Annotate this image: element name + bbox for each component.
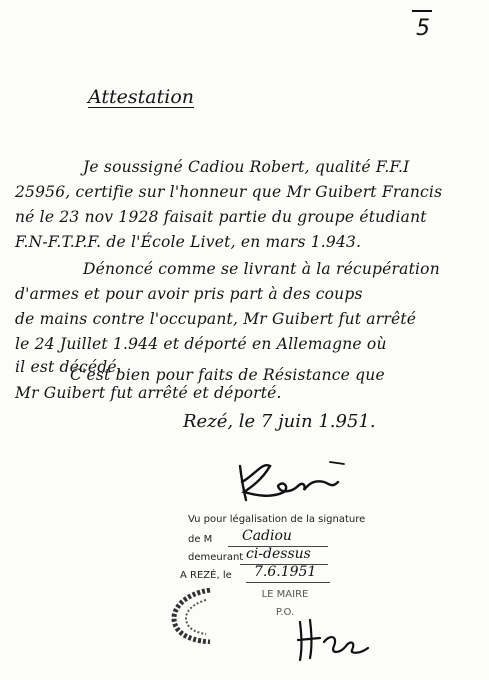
- legalisation-block: [170, 510, 390, 590]
- page-number: 5: [416, 16, 430, 41]
- legalisation-date-value: 7.6.1951: [254, 564, 317, 580]
- place-date: Rezé, le 7 juin 1.951.: [183, 411, 376, 432]
- body-line-5: Dénoncé comme se livrant à la récupération: [83, 260, 440, 278]
- body-line-4: F.N-F.T.P.F. de l'École Livet, en mars 1.943.: [15, 233, 362, 251]
- legalisation-name-value: Cadiou: [242, 528, 292, 544]
- body-line-9: il est décédé.: [15, 358, 122, 376]
- legalisation-date-rule: [246, 582, 330, 583]
- page-number-bar: [412, 10, 432, 12]
- legalisation-header: Vu pour légalisation de la signature: [188, 514, 366, 525]
- document-title: Attestation: [88, 86, 195, 108]
- body-line-8: le 24 Juillet 1.944 et déporté en Allemagne où: [15, 335, 387, 353]
- mayor-stamp-title: LE MAIRE: [261, 589, 309, 600]
- legalisation-address-label: demeurant: [188, 552, 244, 563]
- author-signature: [232, 452, 352, 512]
- legalisation-name-label: de M: [188, 534, 213, 545]
- legalisation-address-value: ci-dessus: [246, 546, 311, 562]
- body-line-1: Je soussigné Cadiou Robert, qualité F.F.I: [83, 158, 410, 176]
- mayor-stamp-po: P.O.: [275, 607, 295, 618]
- municipal-seal: [170, 588, 214, 644]
- legalisation-place-label: A REZÉ, le: [180, 570, 232, 581]
- body-line-7: de mains contre l'occupant, Mr Guibert fut arrêté: [15, 310, 417, 328]
- body-line-11: Mr Guibert fut arrêté et déporté.: [15, 384, 282, 402]
- body-line-2: 25956, certifie sur l'honneur que Mr Guibert Francis: [15, 183, 443, 201]
- official-signature: [290, 614, 380, 664]
- body-line-3: né le 23 nov 1928 faisait partie du groupe étudiant: [15, 208, 427, 226]
- body-line-6: d'armes et pour avoir pris part à des coups: [15, 285, 363, 303]
- body-line-10: C'est bien pour faits de Résistance que: [70, 366, 385, 384]
